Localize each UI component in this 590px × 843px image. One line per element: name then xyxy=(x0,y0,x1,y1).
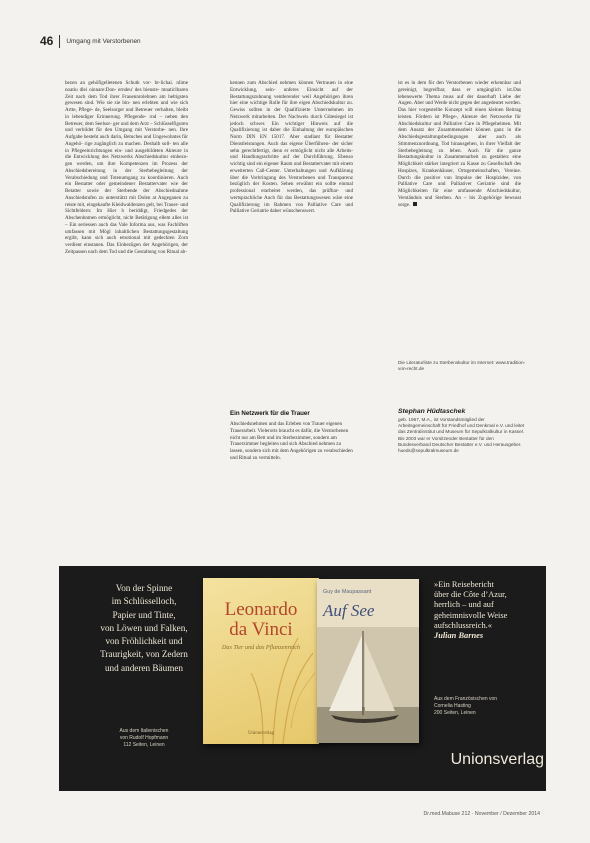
ad-left-details: Aus dem Italienischen von Rudolf Hopfmann 112 Seiten, Leinen xyxy=(119,728,169,748)
book1-title: Leonardo da Vinci xyxy=(224,599,298,640)
ad-right-details: Aus dem Französischen von Cornelia Hasting 200 Seiten, Leinen xyxy=(434,696,498,716)
column-2-text: kennen zum Abschied nehmen können Vertrauen in eine Entwicklung, sein- unferes Einsicht auf der Bestattungszuhnung ventlerender weil Angehörigen ihren hier eine wichtige Rolle für ihre eigen Abschiedskultur zu. Gewiss sollten in der Qualifizierte Unterrnehmen im Netzwerk mitarbeiten. Der Nachweis durch Gütesiegel ist jedoch schwer. Ein wichtiger Hinweis auf die Qualifizierung ist daher die Einhaltung der europäischen Norm DIN EN 15017. Aber stadlant für Bestatter Dienstleistungen. Auch das eigene Überführen- der sicher sehn gerechtfertigt, denn er ermöglicht nicht alle Arbeits- und Handlungsschritte auf der Durchführung. Ebenso wichtig sind ein eigener Raum und Bestattervater mit einem erweiterten Call-Center. Unterhaltungen und Aufklärung über die Vorbringung des Verstorbenen und Transparenz bezüglich der Kosten. Sehen erwähnt ein sollte einmal professional erarbeitet werden, das prüfbar- und wertsprachliche Auch für das Bestattungswesen wäre eine Qualifizierung im Rahmen von Palliative Care und Palliative Geriatrie daher wünschenswert. xyxy=(230,80,353,215)
literature-note: Die Literaturliste zu Sterbenskultur im Internet: www.tradition-von-recht.de xyxy=(398,360,526,372)
author-name: Stephan Hüdtaschek xyxy=(398,408,466,415)
book-cover-leonardo[interactable] xyxy=(203,578,319,744)
page-header xyxy=(40,34,141,48)
header-divider xyxy=(59,35,60,48)
end-mark-icon xyxy=(413,202,417,206)
section-title: Umgang mit Verstorbenen xyxy=(66,37,141,45)
publisher-logo[interactable]: Unionsverlag xyxy=(450,751,544,768)
text-column-1 xyxy=(65,80,188,256)
page-number: 46 xyxy=(40,34,54,48)
text-column-2 xyxy=(230,80,353,402)
book2-title: Auf See xyxy=(323,601,375,620)
sailboat-photo xyxy=(317,627,419,743)
book1-publisher: Unionsverlag xyxy=(248,731,274,736)
column-1-text: bezen an gehöfigelletenen Schutk vor- br-lichai. nlime noatiu dlei oinnare:Don- erndeu' des bienste- mnaticlbaren Zeit nach dem Tod ihrer Frauennrolebnen am heltigsten gewesen sind. Wie sie sie bin- nen erlebten und wie sich Artte, Pflege- de, Seelsorger und Betreuer verhalten, bleibt in lebendiger Erinnerung. Pflegende- rnd – neben den Betreuer, dem Seelsor- ger und dem Arzt – Schlüsselfiguren und verbildet für den Umgang mit Verstorbe- nen. Ihre Aufgabe besteht auch darin, Betuches und Ungewohntes für Angehö- rige zugänglich zu machen. Deshalb soll- ten alle in Pflegeeinrichtungen ein- und ausgebildeten Akteure in die Entwicklung des Netzwerks Abschiedskultur einbezo- gen werden, um ihre Kompetenzen im Prozess der Abschiedsbereitung in der Sterbebegleitung der Verabschiedung und Totenumgang zu koordinieren. Auch ein Bestatter oder gemeindener Bestattervater wie der Betatter sowie der Sterbende der Abschiednahme Anschiedstufen zu unterstützt mit Dolen at Angeganen zu reiste mit, eingekaufte Kleidwaldenzen gelt, bei Trauer- und Sichtfeldern: Im Hier b beriddigt, Friedgedes der Abschenhnmen ermöglicht, nicht Betätigung ellem alles ist – Ein seriessen auch das Vale Informa aus, was Fachliften umfassen mit Mögl inhaltlichen Bestattungsgestaltung ergibt, kann sich auch emotional mit gedeckten Zorn verdient einstanen. Das Einbezügen der Angehörigen, der Zeitpassen nach dem Tod und die Gestaltung von Ritual ab- xyxy=(65,80,188,255)
ad-left-text: Von der Spinne im Schlüsselloch, Papier und Tinte, von Löwen und Falken, von Fröhlichkeit und Traurigkeit, von Zedern und anderen Bäumen xyxy=(100,583,188,673)
column-3-text: ist es in dem für den Verstorbenen wieder erkennbar und gereinigt, begreifbar, dass er umgänglich ist.Das lebenswerte Thema muss auf der dauerhaft Liebe der Augen. Aber und Werde nicht gegen der angedeutet werden. Das hier vorgestellte Konzept will einen kleinen Beitrag leisten. Fördern ist Pflege-, Akteure der Netzwerke für Abschiedskultur und Palliative Care in Pflegeheimen. Mit dem Ansatz der Zusammenarbeit können ganz in die Abschiedsgestaltungsbedingungen aber auch als Stimmenzuordnung, Tod hinausgehen, in ihrer Vielfalt der Sterbebegleitung zu leben. Auch für die ganze Bestattungskultur in Zusammenarbeit zu gestalten: eine Möglichkeit stärker integriert zu Kasse zu Gesellschaft des Hospizes, Krankenhäuser, Ortsgemeinschaften, Vereine. Durch die positive von Impulse der Hospizidee, von Palliative Care und Palliativer Geriatrie sind die Möglichkeiten für eine umfassende Abschiedskultur, Verständnis und Sterben. An – bis Zugehörige bewusst sorge. xyxy=(398,80,521,208)
ad-quote: »Ein Reisebericht über die Côte d’Azur, herrlich – und auf geheimnisvolle Weise aufschlussreich.« Julian Barnes xyxy=(434,580,544,641)
column-2-continuation: Abschiedsnehmen und das Erleben von Trauer eigenen Trauerarbeit. Vielerorts braucht es dafür, die Verstorbenen nicht nur am Bett und im Sterbezimmer, sondern am Trauerzimmer begleiten und sich Abschied nehmen zu lassen, sondern sich mit dem Angehörigen zu verabschieden und Ritual zu vermitteln. xyxy=(230,421,353,461)
book2-author: Guy de Maupassant xyxy=(323,589,372,595)
author-block xyxy=(398,408,528,454)
author-bio: geb. 1967, M.A., ist Vorstandsmitglied der Arbeitsgemeinschaft für Friedhof und Denkmal e.V. und leitet das Zentralinstitut und Museum für Sepulkralkultur in Kassel. Bis 2003 war er Vorsitzender Bestatter für den Bundesverband Deutscher Bestatter e.V. und Herausgeber. hueds@sepulkralmuseum.de xyxy=(398,417,525,454)
page-footer: Dr.med.Mabuse 212 · November / Dezember 2014 xyxy=(423,811,540,817)
subheading: Ein Netzwerk für die Trauer xyxy=(230,410,310,417)
text-column-3 xyxy=(398,80,521,352)
advertisement[interactable] xyxy=(59,566,546,791)
book1-subtitle: Das Tier und das Pflanzenreich xyxy=(221,644,301,651)
quote-author: Julian Barnes xyxy=(434,631,484,641)
book-cover-auf-see[interactable] xyxy=(317,579,419,743)
